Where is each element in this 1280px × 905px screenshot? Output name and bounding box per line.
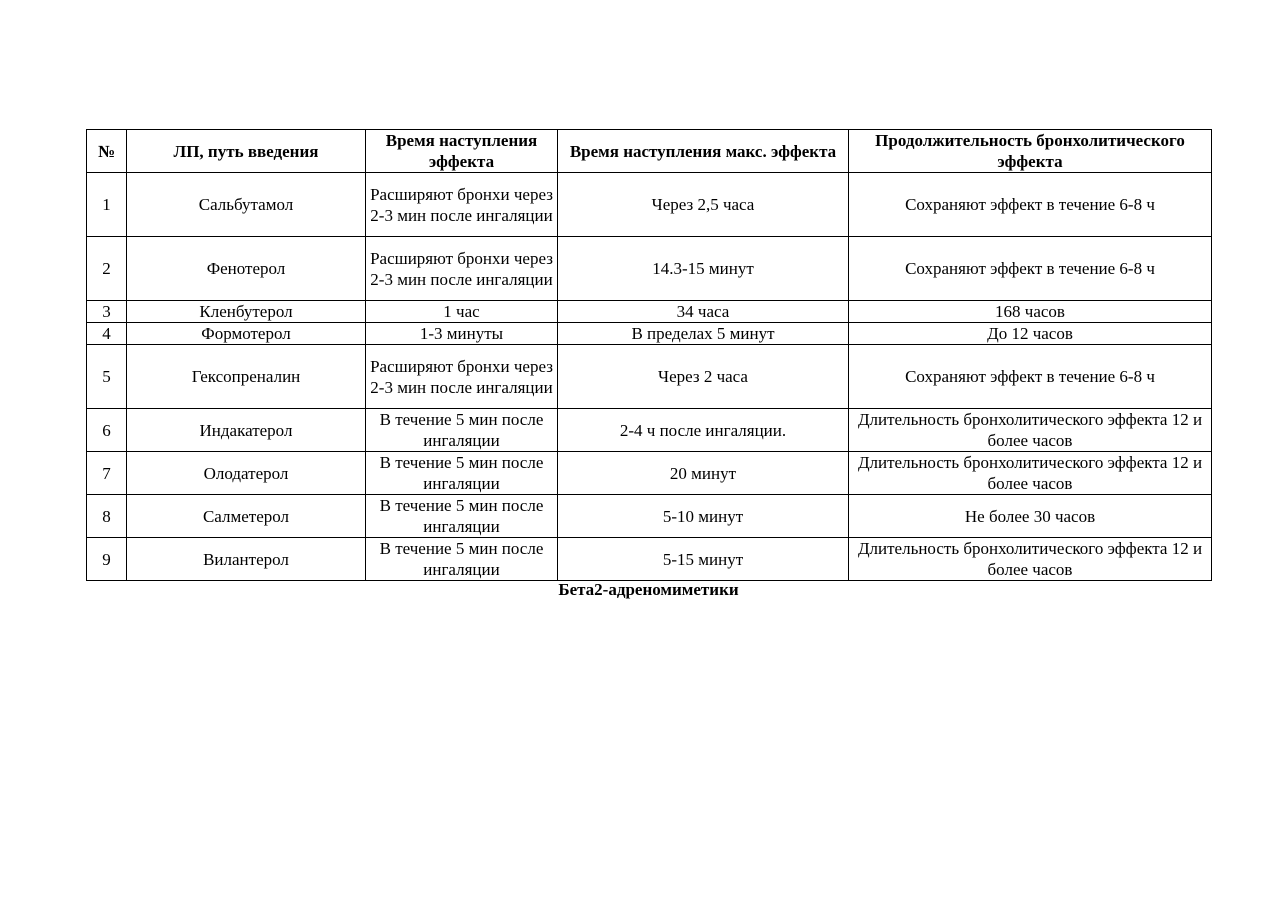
cell-duration: Сохраняют эффект в течение 6-8 ч <box>849 237 1212 301</box>
cell-num: 5 <box>87 345 127 409</box>
cell-onset: Расширяют бронхи через 2-3 мин после ингаляции <box>366 173 558 237</box>
table-row <box>87 173 1212 237</box>
cell-peak: 5-10 минут <box>558 495 849 538</box>
header-onset: Время наступления эффекта <box>366 130 558 173</box>
cell-peak: 5-15 минут <box>558 538 849 581</box>
cell-drug: Олодатерол <box>127 452 366 495</box>
cell-drug: Формотерол <box>127 323 366 345</box>
cell-onset: В течение 5 мин после ингаляции <box>366 495 558 538</box>
cell-duration: До 12 часов <box>849 323 1212 345</box>
table-row <box>87 495 1212 538</box>
cell-duration: Сохраняют эффект в течение 6-8 ч <box>849 173 1212 237</box>
cell-duration: Длительность бронхолитического эффекта 12 и более часов <box>849 452 1212 495</box>
cell-duration: Длительность бронхолитического эффекта 12 и более часов <box>849 409 1212 452</box>
cell-duration: Длительность бронхолитического эффекта 12 и более часов <box>849 538 1212 581</box>
table-row <box>87 409 1212 452</box>
cell-peak: 14.3-15 минут <box>558 237 849 301</box>
cell-drug: Гексопреналин <box>127 345 366 409</box>
cell-num: 4 <box>87 323 127 345</box>
cell-drug: Кленбутерол <box>127 301 366 323</box>
cell-drug: Фенотерол <box>127 237 366 301</box>
cell-duration: Не более 30 часов <box>849 495 1212 538</box>
header-num: № <box>87 130 127 173</box>
table-row <box>87 538 1212 581</box>
cell-onset: 1-3 минуты <box>366 323 558 345</box>
cell-drug: Вилантерол <box>127 538 366 581</box>
cell-duration: 168 часов <box>849 301 1212 323</box>
cell-peak: В пределах 5 минут <box>558 323 849 345</box>
cell-onset: Расширяют бронхи через 2-3 мин после ингаляции <box>366 237 558 301</box>
table-header-row <box>87 130 1212 173</box>
cell-onset: В течение 5 мин после ингаляции <box>366 452 558 495</box>
table-row <box>87 323 1212 345</box>
cell-num: 2 <box>87 237 127 301</box>
cell-num: 3 <box>87 301 127 323</box>
cell-drug: Салметерол <box>127 495 366 538</box>
table-row <box>87 452 1212 495</box>
cell-onset: В течение 5 мин после ингаляции <box>366 538 558 581</box>
cell-num: 8 <box>87 495 127 538</box>
table-row <box>87 345 1212 409</box>
cell-num: 6 <box>87 409 127 452</box>
table-caption: Бета2-адреномиметики <box>558 580 739 599</box>
cell-peak: 20 минут <box>558 452 849 495</box>
header-drug: ЛП, путь введения <box>127 130 366 173</box>
cell-onset: В течение 5 мин после ингаляции <box>366 409 558 452</box>
table-row <box>87 301 1212 323</box>
drug-table <box>86 129 1212 581</box>
header-duration: Продолжительность бронхолитического эффекта <box>849 130 1212 173</box>
cell-onset: Расширяют бронхи через 2-3 мин после ингаляции <box>366 345 558 409</box>
header-peak: Время наступления макс. эффекта <box>558 130 849 173</box>
cell-peak: 2-4 ч после ингаляции. <box>558 409 849 452</box>
cell-num: 1 <box>87 173 127 237</box>
cell-onset: 1 час <box>366 301 558 323</box>
cell-duration: Сохраняют эффект в течение 6-8 ч <box>849 345 1212 409</box>
cell-drug: Индакатерол <box>127 409 366 452</box>
table-row <box>87 237 1212 301</box>
cell-peak: Через 2,5 часа <box>558 173 849 237</box>
cell-peak: 34 часа <box>558 301 849 323</box>
cell-peak: Через 2 часа <box>558 345 849 409</box>
cell-num: 7 <box>87 452 127 495</box>
cell-num: 9 <box>87 538 127 581</box>
cell-drug: Сальбутамол <box>127 173 366 237</box>
